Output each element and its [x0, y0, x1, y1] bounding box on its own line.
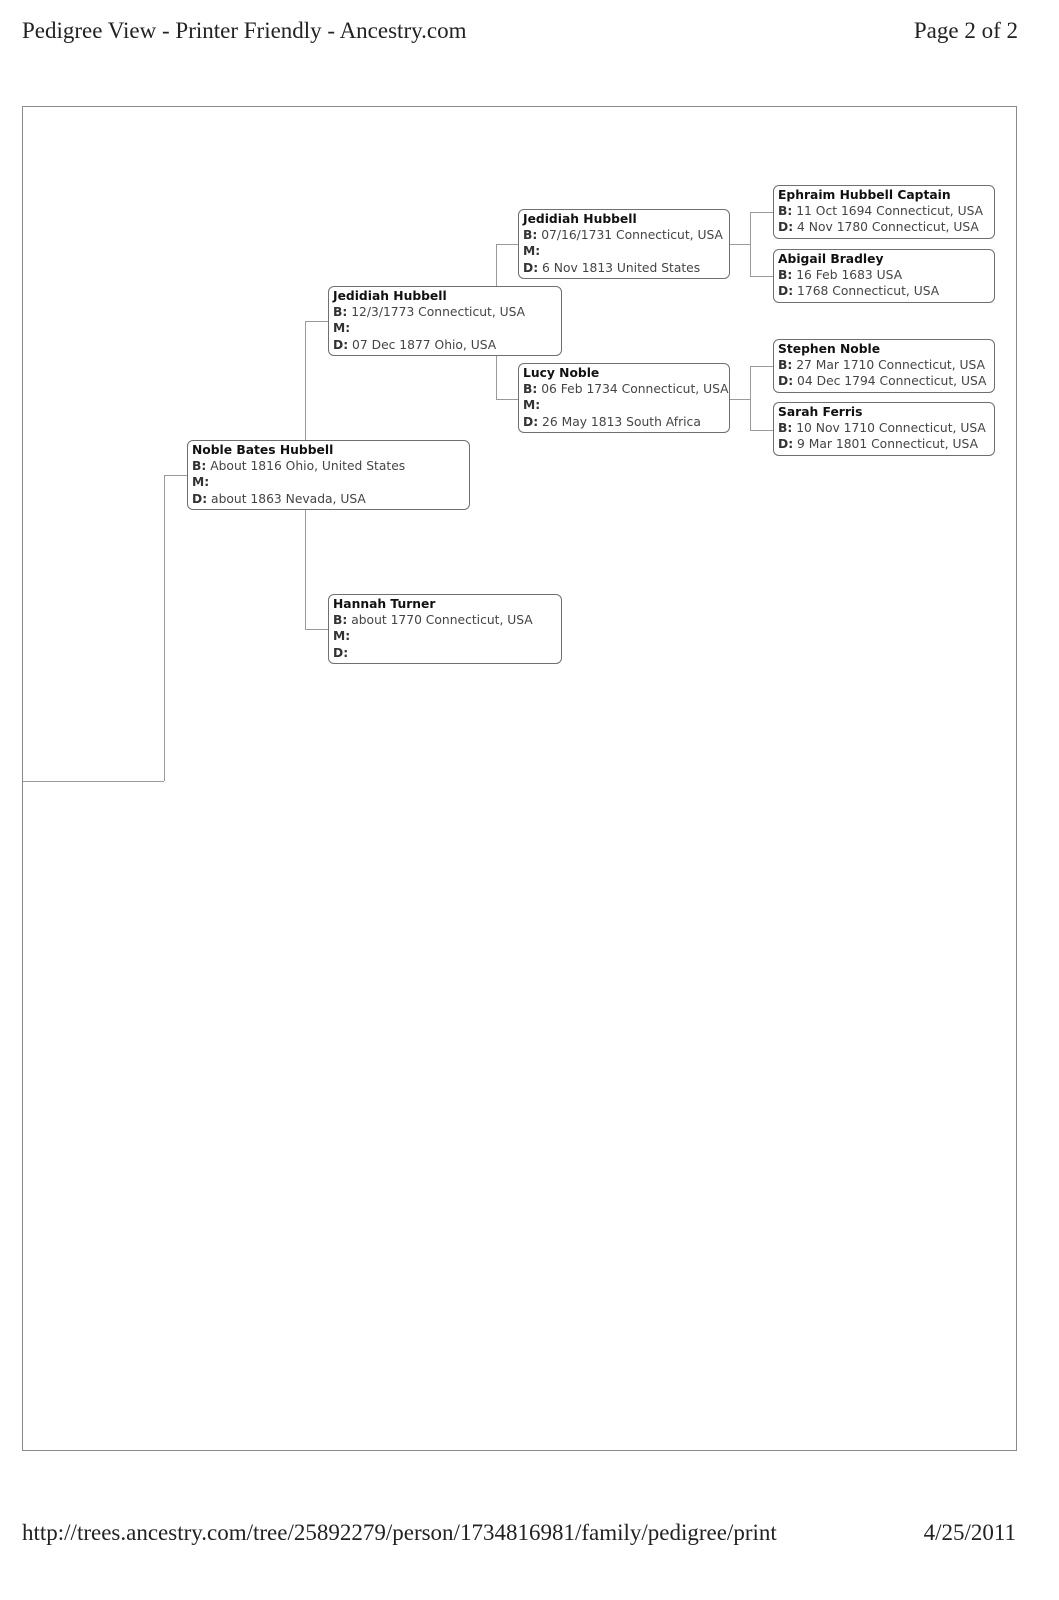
death-row: D: 1768 Connecticut, USA: [778, 284, 940, 299]
person-card-ephraim-hubbell-captain[interactable]: [773, 185, 995, 239]
person-name: Noble Bates Hubbell: [192, 443, 334, 457]
death-value: 4 Nov 1780 Connecticut, USA: [797, 220, 979, 235]
person-card-sarah-ferris[interactable]: [773, 402, 995, 456]
person-card-stephen-noble[interactable]: [773, 339, 995, 393]
marriage-row: M:: [333, 321, 351, 336]
death-row: D:: [333, 645, 349, 660]
birth-row: B: About 1816 Ohio, United States: [192, 459, 406, 474]
marriage-row: M:: [333, 629, 351, 644]
death-value: 6 Nov 1813 United States: [542, 260, 701, 275]
person-card-jedidiah-hubbell-father[interactable]: [328, 286, 562, 356]
death-row: D: 26 May 1813 South Africa: [523, 414, 701, 429]
birth-row: B: 12/3/1773 Connecticut, USA: [333, 305, 526, 320]
birth-row: B: 10 Nov 1710 Connecticut, USA: [778, 421, 986, 436]
death-row: D: 9 Mar 1801 Connecticut, USA: [778, 437, 978, 452]
birth-row: B: 11 Oct 1694 Connecticut, USA: [778, 204, 984, 219]
birth-value: 10 Nov 1710 Connecticut, USA: [796, 421, 986, 436]
birth-row: B: 16 Feb 1683 USA: [778, 268, 903, 283]
person-name: Jedidiah Hubbell: [333, 289, 447, 303]
birth-value: About 1816 Ohio, United States: [210, 459, 406, 474]
death-value: 1768 Connecticut, USA: [797, 284, 940, 299]
person-card-hannah-turner[interactable]: [328, 594, 562, 664]
birth-row: B: 06 Feb 1734 Connecticut, USA: [523, 382, 729, 397]
marriage-row: M:: [523, 398, 541, 413]
person-card-lucy-noble[interactable]: [518, 363, 730, 433]
death-row: D: 4 Nov 1780 Connecticut, USA: [778, 220, 979, 235]
person-card-abigail-bradley[interactable]: [773, 249, 995, 303]
page-number: Page 2 of 2: [913, 18, 1018, 43]
birth-value: 12/3/1773 Connecticut, USA: [351, 305, 526, 320]
birth-value: 27 Mar 1710 Connecticut, USA: [796, 358, 985, 373]
birth-value: about 1770 Connecticut, USA: [351, 613, 533, 628]
death-value: about 1863 Nevada, USA: [211, 491, 366, 506]
death-value: 9 Mar 1801 Connecticut, USA: [797, 437, 978, 452]
print-date: 4/25/2011: [923, 1520, 1016, 1545]
death-row: D: 07 Dec 1877 Ohio, USA: [333, 337, 497, 352]
death-row: D: 6 Nov 1813 United States: [523, 260, 701, 275]
page-title: Pedigree View - Printer Friendly - Ancestry.com: [22, 18, 467, 43]
marriage-row: M:: [523, 244, 541, 259]
birth-value: 11 Oct 1694 Connecticut, USA: [796, 204, 984, 219]
person-name: Jedidiah Hubbell: [523, 212, 637, 226]
marriage-row: M:: [192, 475, 210, 490]
person-name: Hannah Turner: [333, 597, 436, 611]
birth-row: B: 07/16/1731 Connecticut, USA: [523, 228, 723, 243]
death-value: 26 May 1813 South Africa: [542, 414, 701, 429]
person-card-noble-bates-hubbell[interactable]: [187, 440, 470, 510]
death-row: D: 04 Dec 1794 Connecticut, USA: [778, 374, 987, 389]
person-name: Abigail Bradley: [778, 252, 884, 266]
person-name: Lucy Noble: [523, 366, 600, 380]
person-name: Sarah Ferris: [778, 405, 863, 419]
birth-value: 16 Feb 1683 USA: [796, 268, 903, 283]
page-url[interactable]: http://trees.ancestry.com/tree/25892279/person/1734816981/family/pedigree/print: [22, 1520, 777, 1545]
birth-row: B: about 1770 Connecticut, USA: [333, 613, 533, 628]
person-card-jedidiah-hubbell-grandfather[interactable]: [518, 209, 730, 279]
birth-value: 07/16/1731 Connecticut, USA: [541, 228, 723, 243]
birth-value: 06 Feb 1734 Connecticut, USA: [541, 382, 729, 397]
death-value: 04 Dec 1794 Connecticut, USA: [797, 374, 987, 389]
person-name: Ephraim Hubbell Captain: [778, 188, 951, 202]
birth-row: B: 27 Mar 1710 Connecticut, USA: [778, 358, 985, 373]
person-name: Stephen Noble: [778, 342, 881, 356]
death-row: D: about 1863 Nevada, USA: [192, 491, 366, 506]
death-value: 07 Dec 1877 Ohio, USA: [352, 337, 497, 352]
